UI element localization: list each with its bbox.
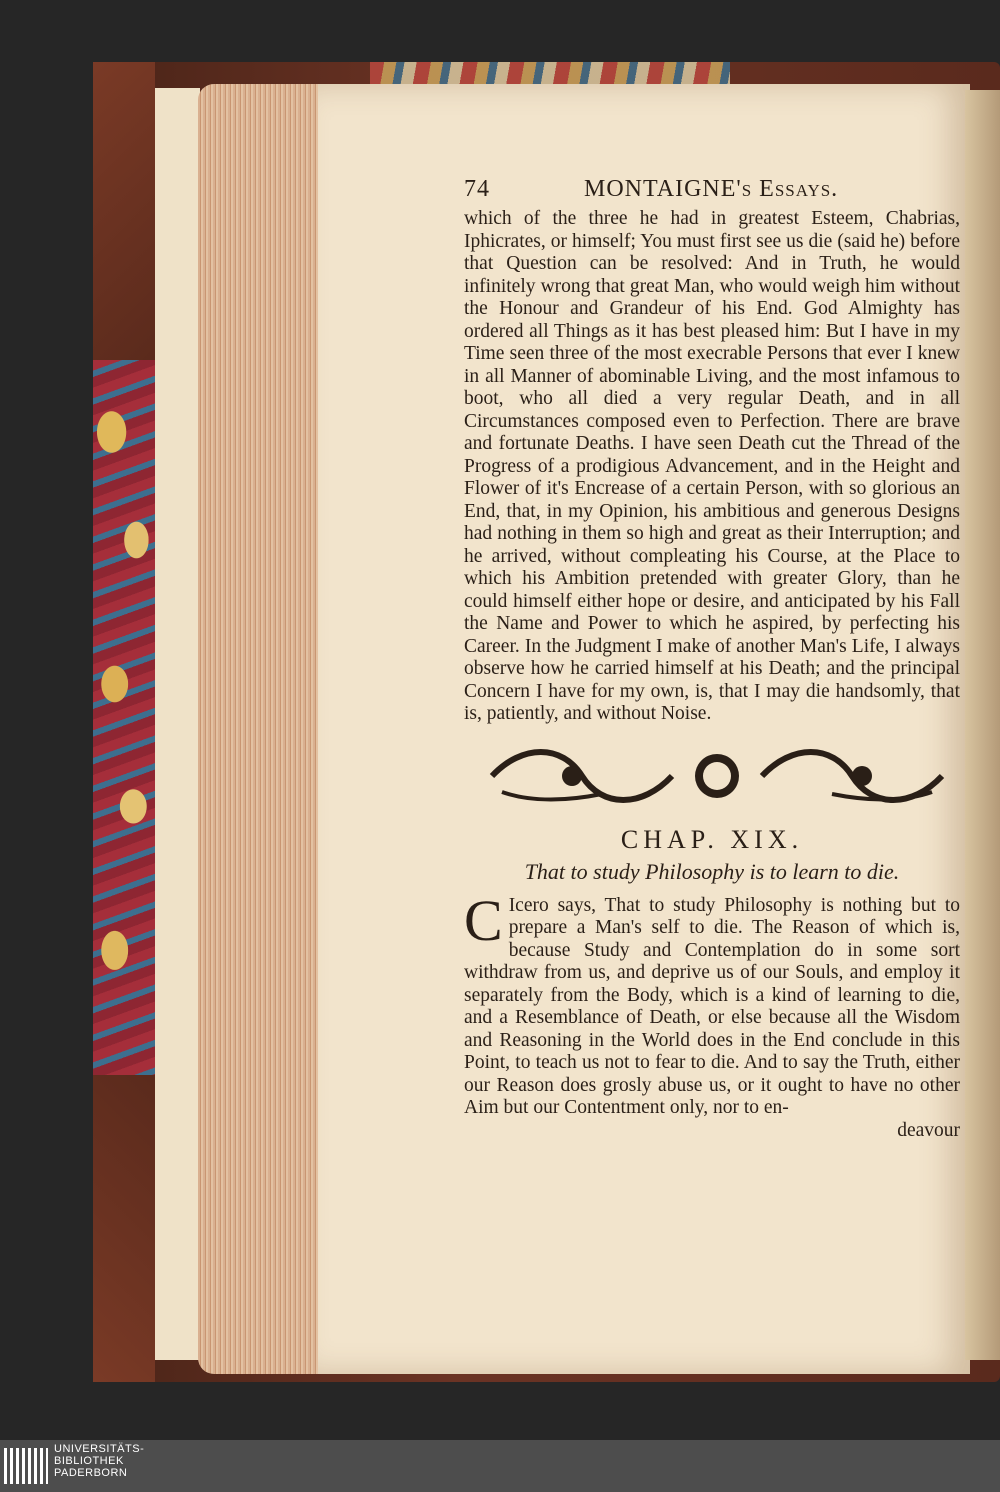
leather-corner-top	[93, 62, 155, 362]
library-logo-icon	[4, 1448, 48, 1484]
decorative-ornament	[482, 744, 952, 808]
catchword: deavour	[897, 1119, 960, 1141]
paragraph-1: which of the three he had in greatest Esteem, Chabrias, Iphicrates, or himself; You must first see us die (said he) before that Question can be resolved: And in Truth, he would infinitely wrong that great Man, who would weigh him without the Honour and Grandeur of his End. God Almighty has ordered all Things as it has best pleased him: But I have in my Time seen three of the most execrable Persons that ever I knew in all Manner of abominable Living, and the most infamous to boot, who all died a very regular Death, and in all Circumstances composed even to Perfection. There are brave and fortunate Deaths. I have seen Death cut the Thread of the Progress of a prodigious Advancement, and in the Height and Flower of it's Encrease of a certain Person, with so glorious an End, that, in my Opinion, his ambitious and generous Designs had nothing in them so high and great as their Interruption; and he arrived, without compleating his Course, at the Place to which his Ambition pretended with greater Glory, than he could himself either hope or desire, and anticipated by his Fall the Name and Power to which he aspired, by perfecting his Career. In the Judgment I make of another Man's Life, I always observe how he carried himself at his Death; and the principal Concern I have for my own, is, that I may die handsomly, that is, patiently, and without Noise.	[464, 208, 960, 724]
leather-corner-bottom	[93, 1075, 155, 1382]
library-name-line3: PADERBORN	[54, 1467, 128, 1479]
library-name	[54, 1443, 144, 1479]
chapter-heading: CHAP. XIX.	[620, 824, 804, 854]
marbled-board-side	[93, 360, 155, 1080]
running-title: MONTAIGNE's Essays.	[584, 176, 839, 202]
page-edges	[198, 84, 323, 1374]
endpaper	[155, 88, 200, 1360]
running-head	[464, 176, 960, 208]
marbled-endpaper-top	[370, 62, 730, 84]
page-number: 74	[464, 176, 490, 202]
paragraph-2-text: Icero says, That to study Philosophy is nothing but to prepare a Man's self to die. The Reason of which is, because Study and Contemplation do in some sort withdraw from us, and deprive us of our Souls, and employ it separately from the Body, which is a kind of learning to die, and a Resemblance of Death, or else because all the Wisdom and Reasoning in the World does in the End conclude in this Point, to teach us not to fear to die. And to say the Truth, either our Reason does grosly abuse us, or it ought to have no other Aim but our Contentment only, nor to en-	[464, 894, 960, 1118]
drop-cap: C	[464, 887, 503, 953]
facing-page-edge	[965, 90, 1000, 1360]
chapter-title: That to study Philosophy is to learn to die.	[524, 858, 900, 884]
library-name-line2: BIBLIOTHEK	[54, 1455, 124, 1467]
paragraph-2	[464, 887, 960, 1120]
page-text-block	[464, 176, 960, 1142]
library-name-line1: UNIVERSITÄTS-	[54, 1443, 145, 1455]
library-footer	[0, 1440, 1000, 1492]
